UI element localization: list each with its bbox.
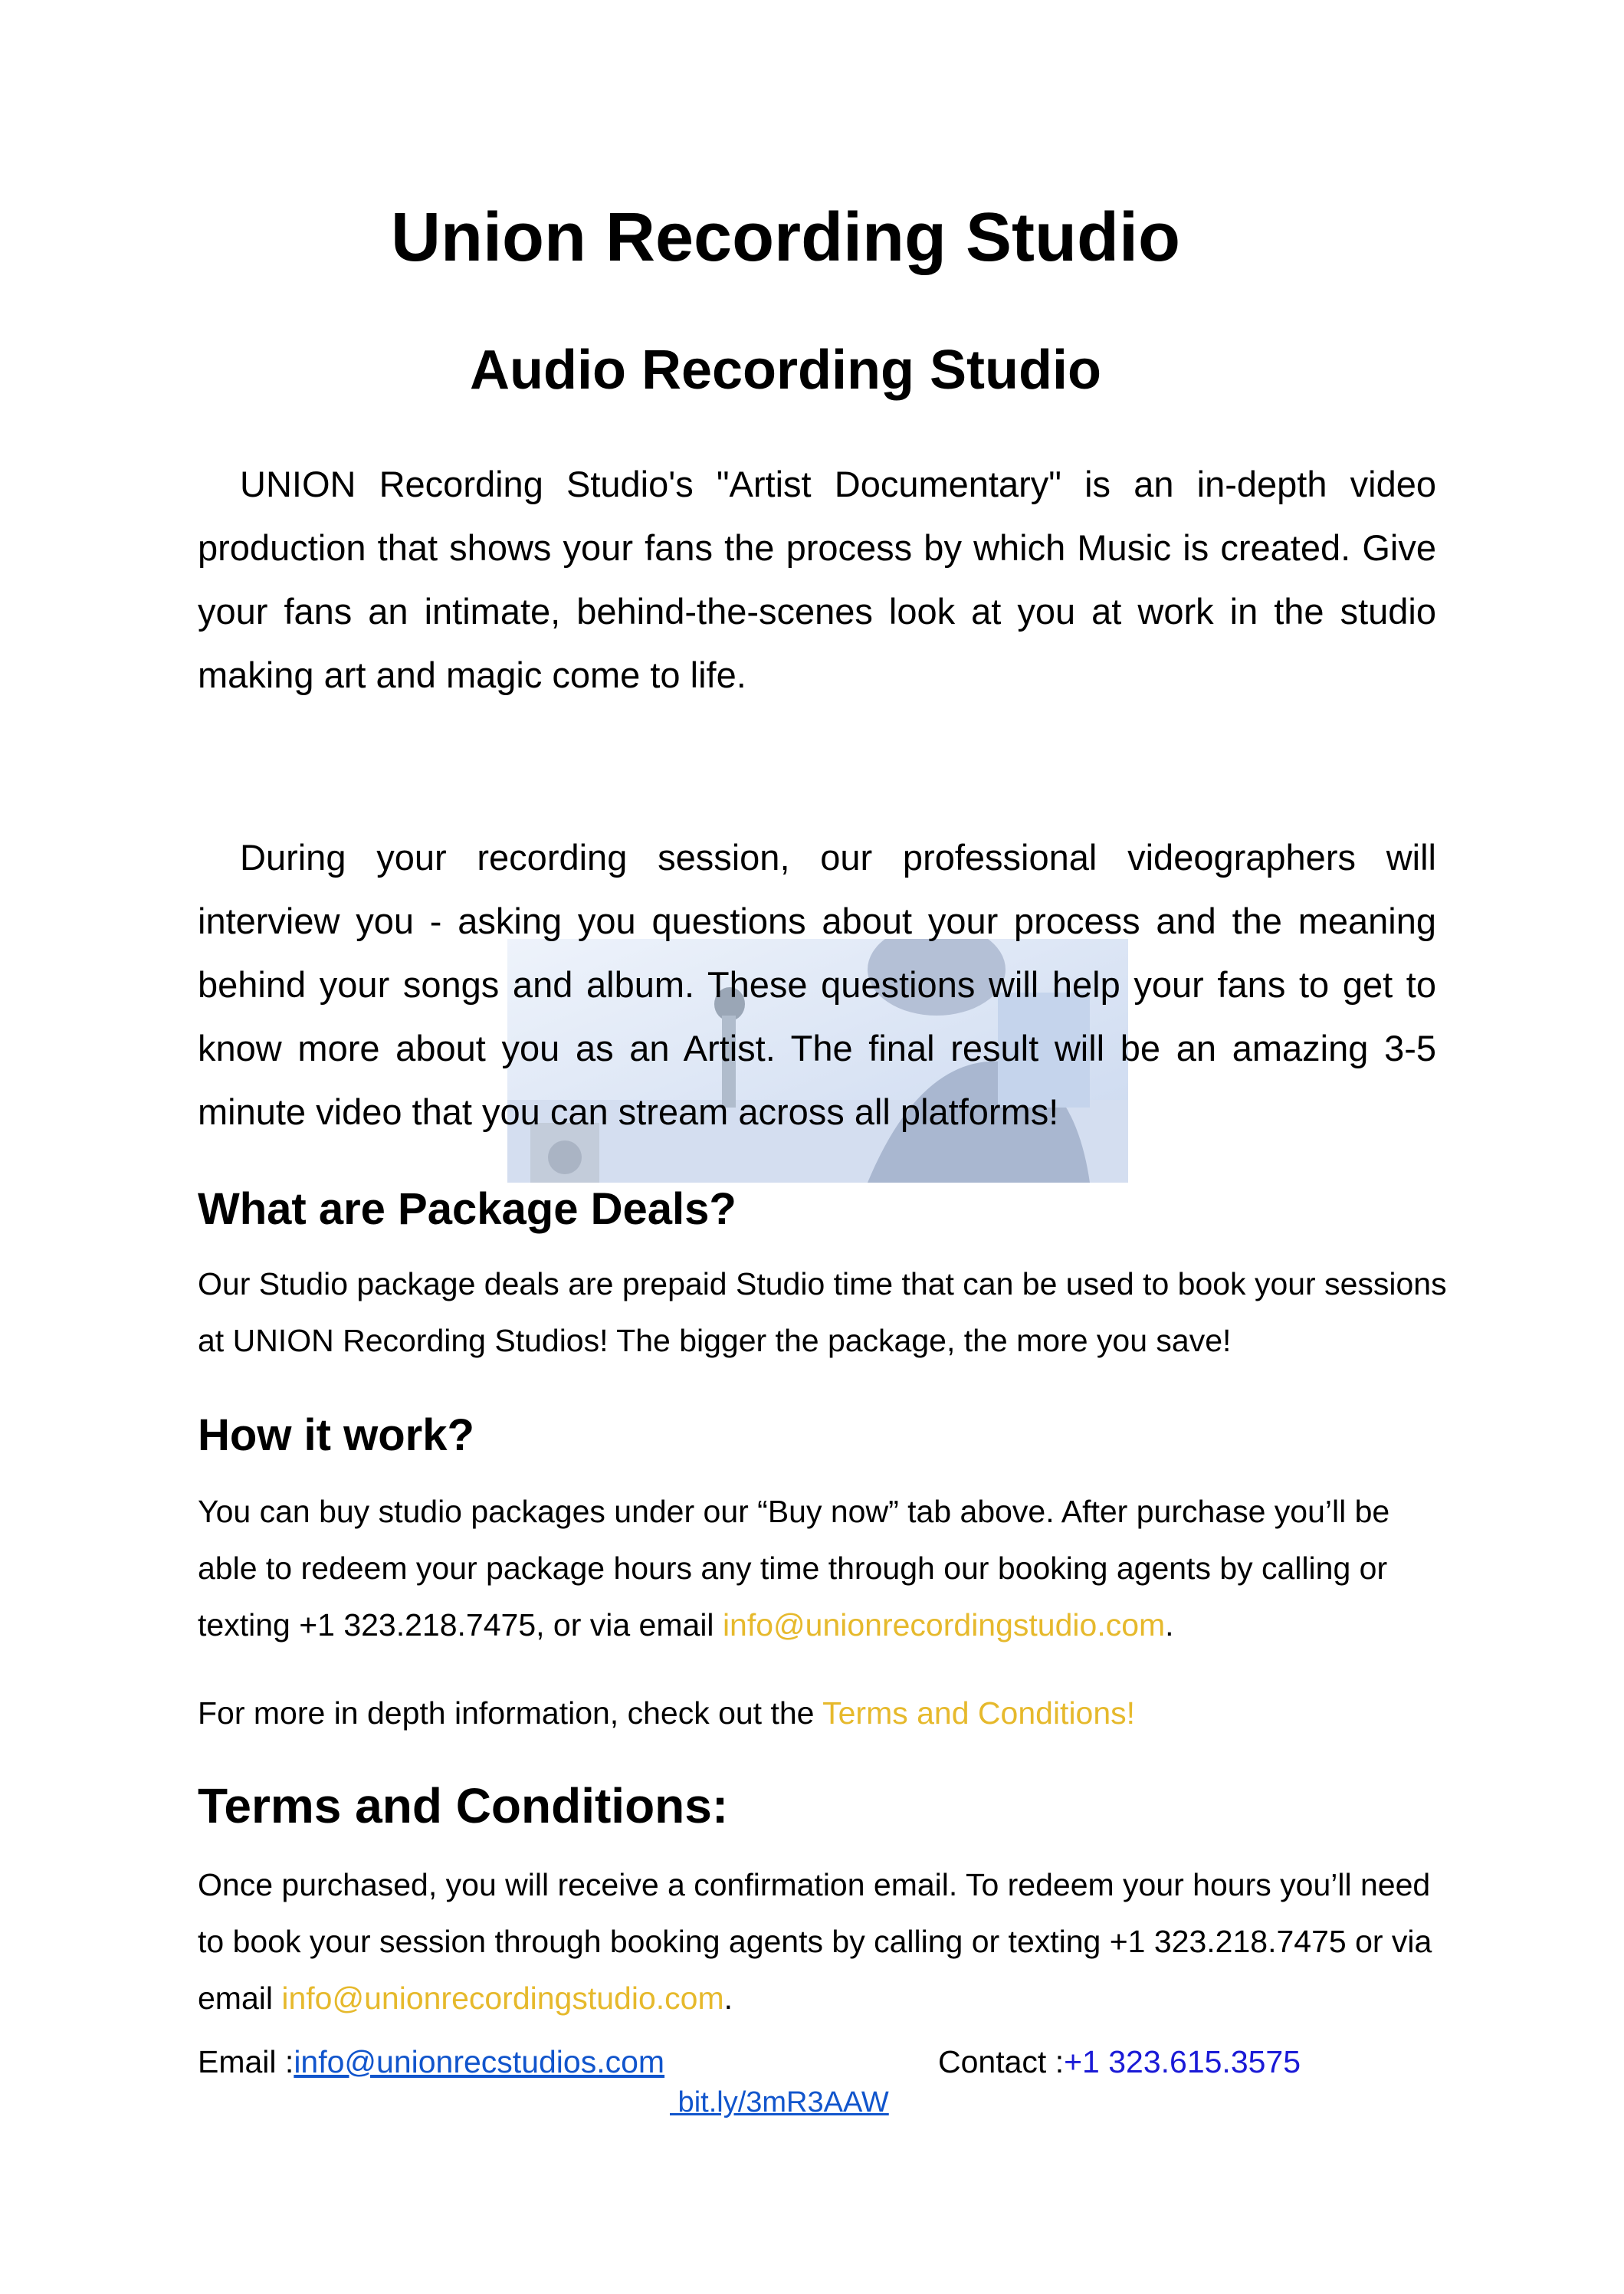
footer-email-link[interactable]: info@unionrecstudios.com	[294, 2044, 665, 2079]
footer-contact-label: Contact :	[938, 2044, 1065, 2079]
more-info-text: For more in depth information, check out the	[198, 1695, 823, 1731]
more-info-line	[198, 1685, 1455, 1741]
footer-contact	[938, 2039, 1301, 2085]
short-link[interactable]: bit.ly/3mR3AAW	[670, 2086, 889, 2118]
footer-email-label: Email :	[198, 2044, 294, 2079]
how-it-works-body: You can buy studio packages under our “Buy now” tab above. After purchase you’ll be able to redeem your package hours any time through our booking agents by calling or texting +1 323.218.7475, or via email	[198, 1494, 1390, 1643]
how-it-works-period: .	[1165, 1607, 1174, 1643]
intro-paragraph-2	[198, 825, 1436, 1144]
terms-body: Once purchased, you will receive a confirmation email. To redeem your hours you’ll need to book your session through booking agents by calling or texting +1 323.218.7475 or via email	[198, 1867, 1432, 2016]
page-subtitle: Audio Recording Studio	[470, 340, 1101, 401]
footer-phone-link[interactable]: +1 323.615.3575	[1064, 2044, 1301, 2079]
intro-paragraph-1	[198, 452, 1436, 707]
page-title: Union Recording Studio	[391, 199, 1180, 276]
how-it-works-text	[198, 1483, 1455, 1653]
terms-period: .	[723, 1981, 733, 2016]
intro-paragraph-2-text: During your recording session, our professional videographers will interview you - asking you questions about your process and the meaning behind your songs and album. These questions will help your fans to get to know more about you as an Artist. The final result will be an amazing 3-5 minute video that you can stream across all platforms!	[198, 837, 1436, 1132]
terms-link[interactable]: Terms and Conditions!	[822, 1695, 1136, 1731]
how-it-works-heading: How it work?	[198, 1410, 474, 1460]
booking-email-link[interactable]: info@unionrecordingstudio.com	[722, 1607, 1166, 1643]
packages-heading: What are Package Deals?	[198, 1184, 737, 1234]
packages-text: Our Studio package deals are prepaid Studio time that can be used to book your sessions at UNION Recording Studios! The bigger the package, the more you save!	[198, 1266, 1447, 1358]
terms-heading: Terms and Conditions:	[198, 1778, 729, 1833]
terms-email-link[interactable]: info@unionrecordingstudio.com	[281, 1981, 724, 2016]
intro-paragraph-1-text: UNION Recording Studio's "Artist Documentary" is an in-depth video production that shows your fans the process by which Music is created. Give your fans an intimate, behind-the-scenes look at you at work in the studio making art and magic come to life.	[198, 464, 1436, 695]
terms-text	[198, 1856, 1455, 2027]
